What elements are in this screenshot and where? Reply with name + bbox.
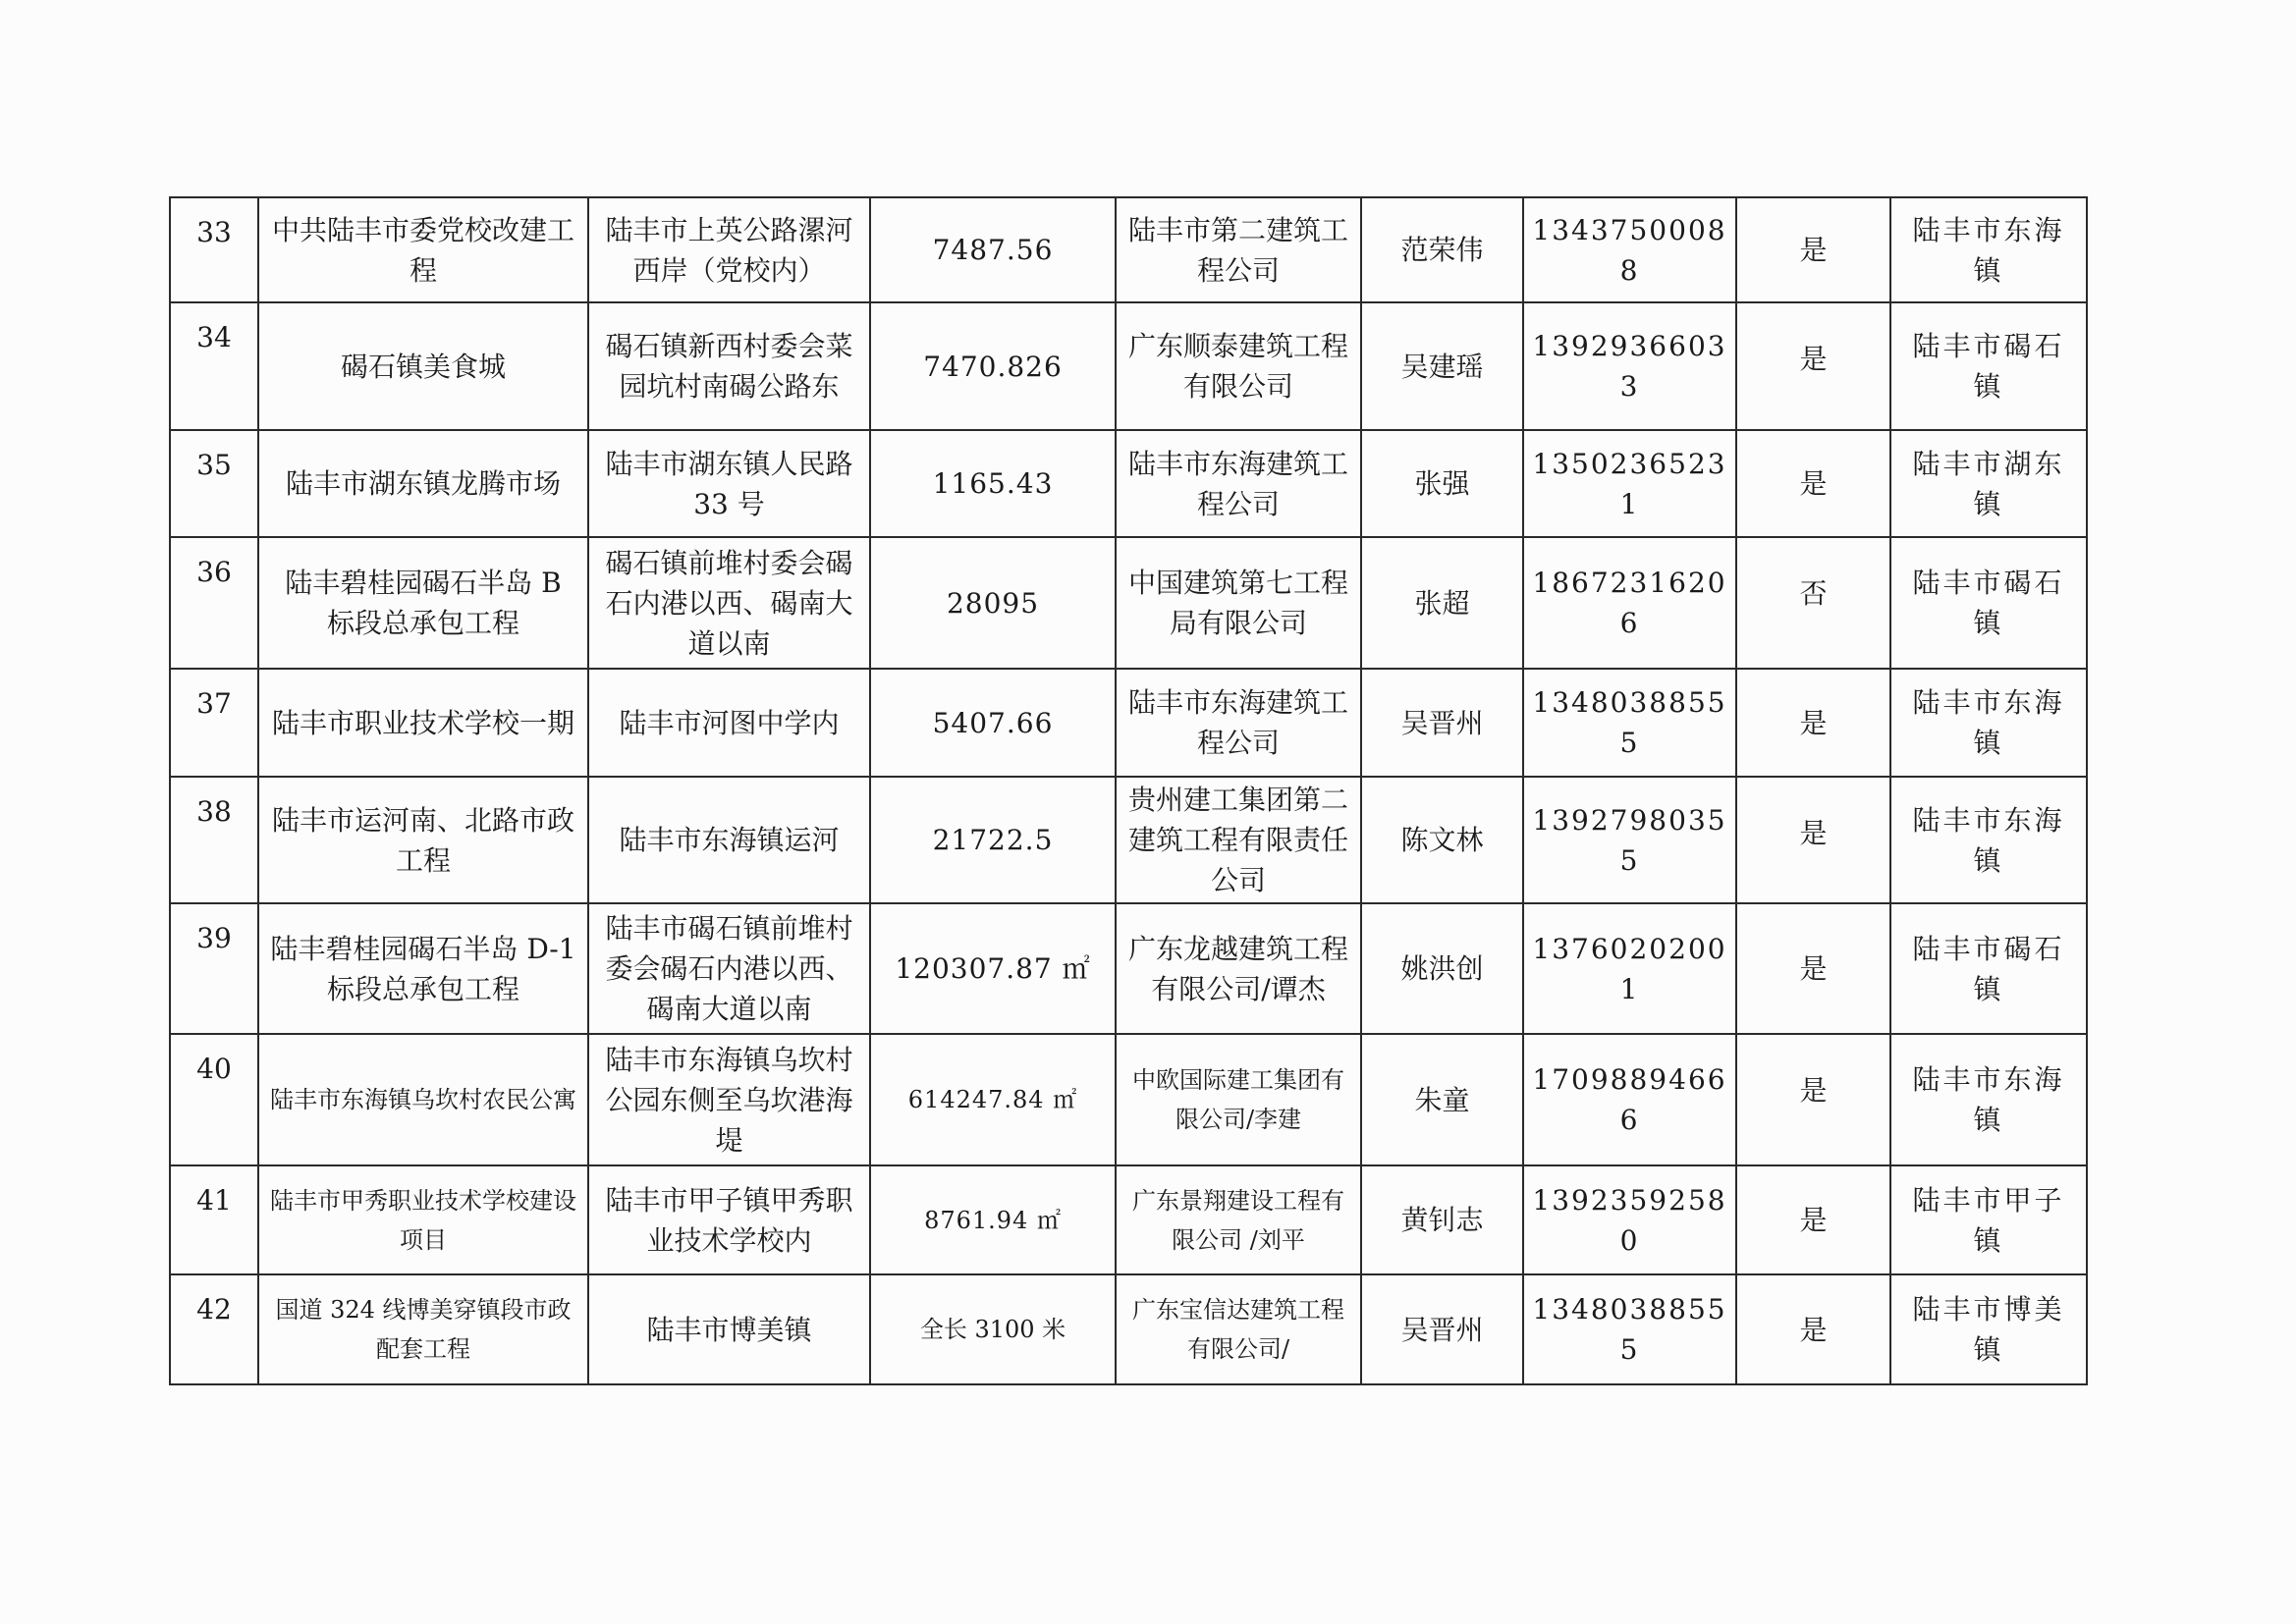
- contact-phone: 17098894666: [1523, 1034, 1736, 1165]
- contractor-name: 广东景翔建设工程有限公司 /刘平: [1116, 1165, 1361, 1274]
- row-number: 42: [170, 1274, 258, 1384]
- project-table: [169, 196, 2088, 1385]
- project-name: 陆丰碧桂园碣石半岛 D-1 标段总承包工程: [258, 903, 588, 1034]
- project-name: 中共陆丰市委党校改建工程: [258, 197, 588, 302]
- contractor-name: 中欧国际建工集团有限公司/李建: [1116, 1034, 1361, 1165]
- contact-phone: 13929366033: [1523, 302, 1736, 430]
- project-location: 陆丰市湖东镇人民路 33 号: [588, 430, 870, 537]
- yes-no-flag: 是: [1736, 777, 1890, 903]
- town-name: 陆丰市博美镇: [1890, 1274, 2087, 1384]
- contractor-name: 广东宝信达建筑工程有限公司/: [1116, 1274, 1361, 1384]
- row-number: 40: [170, 1034, 258, 1165]
- table-row: [170, 903, 2087, 1034]
- project-area: 全长 3100 米: [870, 1274, 1116, 1384]
- contact-phone: 13502365231: [1523, 430, 1736, 537]
- manager-name: 吴晋州: [1361, 1274, 1523, 1384]
- row-number: 34: [170, 302, 258, 430]
- project-location: 碣石镇前堆村委会碣石内港以西、碣南大道以南: [588, 537, 870, 669]
- town-name: 陆丰市甲子镇: [1890, 1165, 2087, 1274]
- town-name: 陆丰市东海镇: [1890, 669, 2087, 777]
- manager-name: 张超: [1361, 537, 1523, 669]
- contact-phone: 18672316206: [1523, 537, 1736, 669]
- project-location: 陆丰市碣石镇前堆村委会碣石内港以西、碣南大道以南: [588, 903, 870, 1034]
- project-name: 陆丰市东海镇乌坎村农民公寓: [258, 1034, 588, 1165]
- project-name: 陆丰市运河南、北路市政工程: [258, 777, 588, 903]
- project-area: 21722.5: [870, 777, 1116, 903]
- contact-phone: 13760202001: [1523, 903, 1736, 1034]
- project-area: 5407.66: [870, 669, 1116, 777]
- row-number: 33: [170, 197, 258, 302]
- town-name: 陆丰市东海镇: [1890, 1034, 2087, 1165]
- town-name: 陆丰市东海镇: [1890, 197, 2087, 302]
- table-row: [170, 302, 2087, 430]
- project-area: 7470.826: [870, 302, 1116, 430]
- town-name: 陆丰市碣石镇: [1890, 903, 2087, 1034]
- yes-no-flag: 是: [1736, 903, 1890, 1034]
- yes-no-flag: 是: [1736, 1165, 1890, 1274]
- project-name: 陆丰市甲秀职业技术学校建设项目: [258, 1165, 588, 1274]
- town-name: 陆丰市碣石镇: [1890, 302, 2087, 430]
- table-row: [170, 197, 2087, 302]
- contact-phone: 13480388555: [1523, 669, 1736, 777]
- project-location: 陆丰市河图中学内: [588, 669, 870, 777]
- row-number: 35: [170, 430, 258, 537]
- table-row: [170, 669, 2087, 777]
- project-name: 碣石镇美食城: [258, 302, 588, 430]
- contractor-name: 陆丰市东海建筑工程公司: [1116, 669, 1361, 777]
- town-name: 陆丰市碣石镇: [1890, 537, 2087, 669]
- yes-no-flag: 是: [1736, 1274, 1890, 1384]
- town-name: 陆丰市湖东镇: [1890, 430, 2087, 537]
- contractor-name: 中国建筑第七工程局有限公司: [1116, 537, 1361, 669]
- yes-no-flag: 否: [1736, 537, 1890, 669]
- yes-no-flag: 是: [1736, 1034, 1890, 1165]
- contact-phone: 13480388555: [1523, 1274, 1736, 1384]
- row-number: 41: [170, 1165, 258, 1274]
- project-location: 陆丰市东海镇运河: [588, 777, 870, 903]
- manager-name: 吴晋州: [1361, 669, 1523, 777]
- project-location: 陆丰市博美镇: [588, 1274, 870, 1384]
- table-row: [170, 1034, 2087, 1165]
- manager-name: 陈文林: [1361, 777, 1523, 903]
- table-row: [170, 537, 2087, 669]
- row-number: 37: [170, 669, 258, 777]
- contact-phone: 13927980355: [1523, 777, 1736, 903]
- project-location: 碣石镇新西村委会菜园坑村南碣公路东: [588, 302, 870, 430]
- contractor-name: 贵州建工集团第二建筑工程有限责任公司: [1116, 777, 1361, 903]
- row-number: 39: [170, 903, 258, 1034]
- project-location: 陆丰市甲子镇甲秀职业技术学校内: [588, 1165, 870, 1274]
- project-area: 28095: [870, 537, 1116, 669]
- contractor-name: 广东顺泰建筑工程有限公司: [1116, 302, 1361, 430]
- project-area: 120307.87 ㎡: [870, 903, 1116, 1034]
- manager-name: 黄钊志: [1361, 1165, 1523, 1274]
- project-area: 1165.43: [870, 430, 1116, 537]
- manager-name: 姚洪创: [1361, 903, 1523, 1034]
- project-name: 陆丰市职业技术学校一期: [258, 669, 588, 777]
- project-name: 陆丰市湖东镇龙腾市场: [258, 430, 588, 537]
- yes-no-flag: 是: [1736, 302, 1890, 430]
- contact-phone: 13923592580: [1523, 1165, 1736, 1274]
- project-area: 8761.94 ㎡: [870, 1165, 1116, 1274]
- row-number: 36: [170, 537, 258, 669]
- contact-phone: 13437500088: [1523, 197, 1736, 302]
- manager-name: 范荣伟: [1361, 197, 1523, 302]
- project-location: 陆丰市东海镇乌坎村公园东侧至乌坎港海堤: [588, 1034, 870, 1165]
- table-row: [170, 1165, 2087, 1274]
- yes-no-flag: 是: [1736, 430, 1890, 537]
- table-row: [170, 777, 2087, 903]
- manager-name: 吴建瑶: [1361, 302, 1523, 430]
- manager-name: 朱童: [1361, 1034, 1523, 1165]
- contractor-name: 陆丰市第二建筑工程公司: [1116, 197, 1361, 302]
- contractor-name: 广东龙越建筑工程有限公司/谭杰: [1116, 903, 1361, 1034]
- town-name: 陆丰市东海镇: [1890, 777, 2087, 903]
- project-area: 614247.84 ㎡: [870, 1034, 1116, 1165]
- yes-no-flag: 是: [1736, 669, 1890, 777]
- table-row: [170, 430, 2087, 537]
- contractor-name: 陆丰市东海建筑工程公司: [1116, 430, 1361, 537]
- project-name: 国道 324 线博美穿镇段市政配套工程: [258, 1274, 588, 1384]
- table-row: [170, 1274, 2087, 1384]
- manager-name: 张强: [1361, 430, 1523, 537]
- project-name: 陆丰碧桂园碣石半岛 B 标段总承包工程: [258, 537, 588, 669]
- project-area: 7487.56: [870, 197, 1116, 302]
- yes-no-flag: 是: [1736, 197, 1890, 302]
- project-location: 陆丰市上英公路漯河西岸（党校内）: [588, 197, 870, 302]
- row-number: 38: [170, 777, 258, 903]
